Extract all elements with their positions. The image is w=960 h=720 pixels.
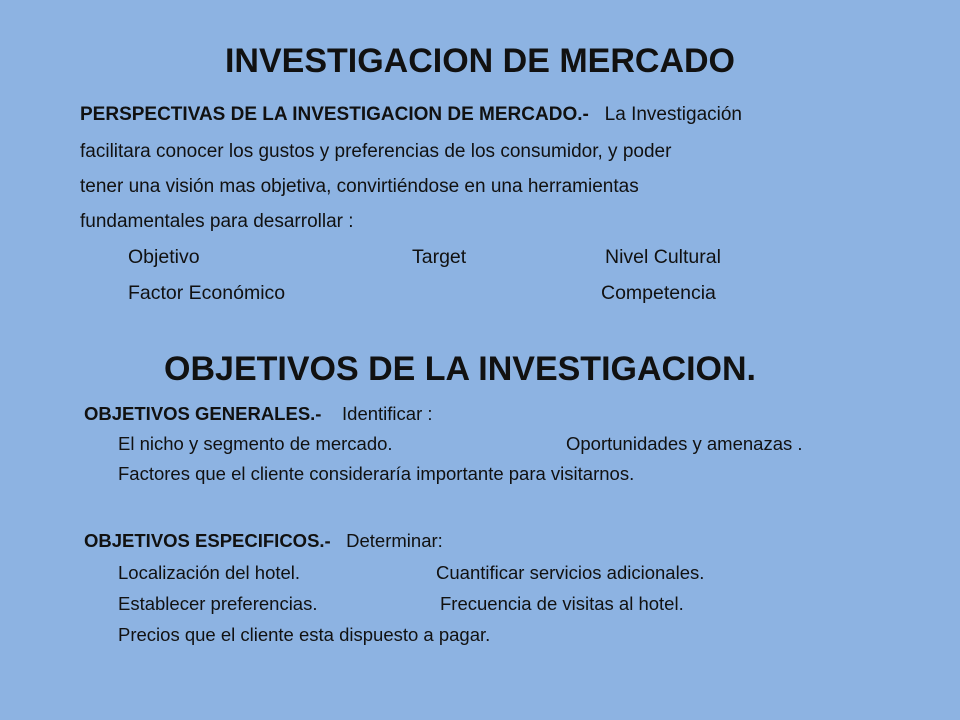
generales-heading: OBJETIVOS GENERALES.- (84, 403, 322, 424)
item-factor-economico: Factor Económico (128, 282, 286, 304)
perspectivas-line-3: tener una visión mas objetiva, convirtiéndose en una herramientas (80, 176, 639, 197)
perspectivas-text-start: La Investigación (604, 104, 742, 125)
generales-heading-line (84, 403, 433, 425)
generales-verb: Identificar : (342, 403, 433, 424)
main-title: INVESTIGACION DE MERCADO (224, 42, 736, 80)
especificos-item-2: Cuantificar servicios adicionales. (436, 562, 705, 583)
perspectivas-line-4: fundamentales para desarrollar : (80, 211, 354, 232)
objetivos-title: OBJETIVOS DE LA INVESTIGACION. (164, 350, 756, 388)
especificos-item-5: Precios que el cliente esta dispuesto a pagar. (118, 624, 491, 645)
perspectivas-line-1 (80, 104, 742, 126)
item-nivel-cultural: Nivel Cultural (605, 246, 721, 268)
especificos-item-4: Frecuencia de visitas al hotel. (440, 593, 684, 614)
item-objetivo: Objetivo (128, 246, 200, 268)
generales-item-2: Oportunidades y amenazas . (566, 433, 803, 454)
item-target: Target (412, 246, 467, 268)
especificos-item-3: Establecer preferencias. (118, 593, 318, 614)
item-competencia: Competencia (601, 282, 716, 304)
especificos-heading-line (84, 530, 443, 552)
especificos-item-1: Localización del hotel. (118, 562, 301, 583)
perspectivas-line-2: facilitara conocer los gustos y preferencias de los consumidor, y poder (80, 141, 672, 162)
perspectivas-heading: PERSPECTIVAS DE LA INVESTIGACION DE MERCADO.- (80, 104, 589, 125)
especificos-verb: Determinar: (346, 530, 443, 551)
generales-item-3: Factores que el cliente consideraría importante para visitarnos. (118, 463, 635, 484)
generales-item-1: El nicho y segmento de mercado. (118, 433, 393, 454)
especificos-heading: OBJETIVOS ESPECIFICOS.- (84, 530, 331, 551)
